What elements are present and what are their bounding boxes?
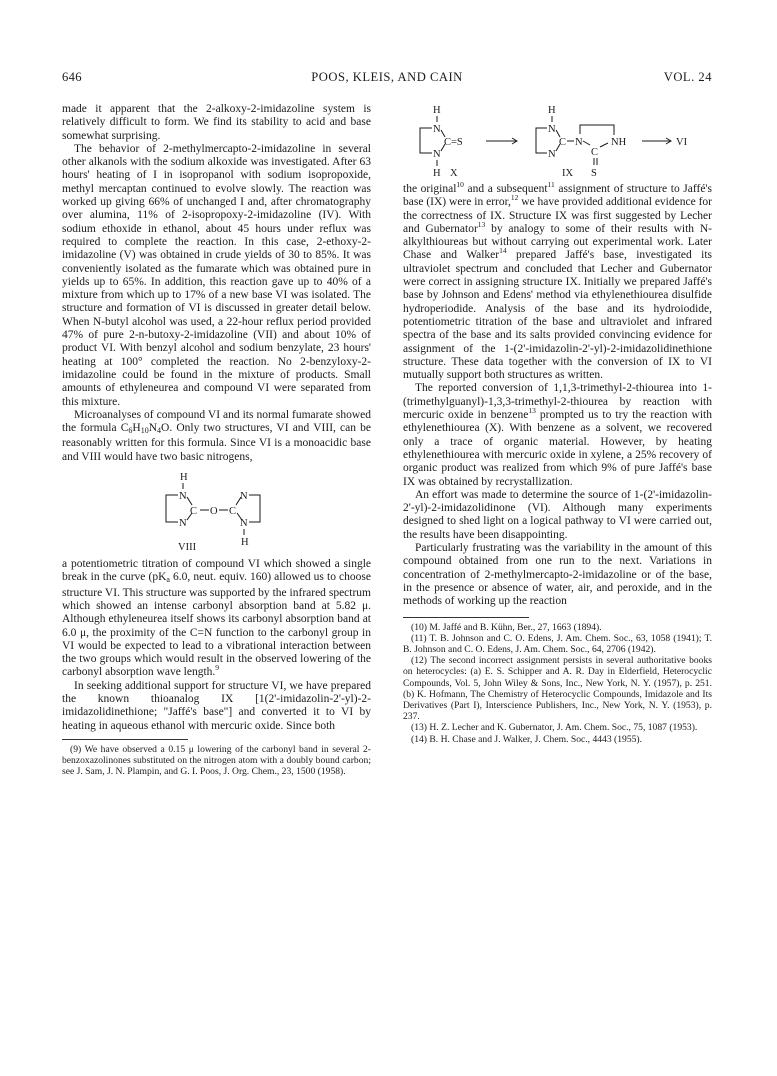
- running-header: [62, 70, 712, 86]
- footnote-9: (9) We have observed a 0.15 μ lowering of the carbonyl band in several 2-benzoxazolinones substituted on the nitrogen atom with a doubly bound carbon; see J. Sam, J. N. Plampin, and G. I. Poos, J. Org. Chem., 23, 1500 (1958).: [62, 743, 371, 778]
- page-number: 646: [62, 70, 82, 84]
- svg-text:N: N: [239, 491, 248, 503]
- left-column: [62, 103, 371, 777]
- svg-text:H: H: [179, 472, 188, 484]
- svg-text:N: N: [547, 124, 556, 135]
- svg-text:N: N: [547, 149, 556, 160]
- svg-text:C: C: [590, 147, 598, 158]
- svg-text:N: N: [574, 137, 583, 148]
- paragraph: The behavior of 2-methylmercapto-2-imidazoline in several other alkanols with the sodium alkoxide was investigated. After 63 hours' heating of I in isopropanol with sodium isopropoxide, methyl mercaptan continued to evolve slowly. The reaction was worked up giving 66% of unchanged I and, after chromatography over alumina, 11% of 2-isopropoxy-2-imidazoline (IV). With sodium ethoxide in ethanol, about 45 hours under reflux was required to complete the reaction. In this case, 2-ethoxy-2-imidazoline (V) was obtained in crude yields of 30 to 85%. It was conveniently isolated as the fumarate which was obtained pure in yields up to 65%. In addition, this reaction gave up to 40% of a mixture from which up to 17% of a new base VI was isolated. The structure and formation of VI is discussed in greater detail below. When N-butyl alcohol was used, a 22-hour reflux period provided 47% of pure 2-n-butoxy-2-imidazoline (VII) and about 10% of product VI. With benzyl alcohol and sodium benzylate, 23 hours' heating at 100° completed the reaction. No 2-benzyloxy-2-imidazoline could be found in the mixture of products. Small amounts of ethyleneurea and compound VI were separated from this mixture.: [62, 142, 371, 408]
- svg-text:H: H: [240, 537, 249, 549]
- svg-text:H: H: [547, 105, 556, 116]
- paragraph: the original$^{10}$ and a subsequent$^{11}$ assignment of structure to Jaffé's base (IX) were in error,$^{12}$ we have provided additional evidence for the correctness of IX. Structure IX was first suggested by Lecher and Gubernator$^{13}$ by analogy to some of their results with N-alkylthioureas but without carrying out experimental work. Later Chase and Walker$^{14}$ prepared Jaffé's base, investigated its ultraviolet spectrum and concluded that Lecher and Gubernator were correct in assigning structure IX. Initially we prepared Jaffé's base by Johnson and Edens' method via ethylenethiourea disulfide hydroperiodide. Analysis of the base and its hydroiodide, potentiometric titration of the base and ultraviolet and infrared spectra of the base and its salts provided convincing evidence for assignment of the 1-(2'-imidazolin-2'-yl)-2-imidazolidinethione structure. These data together with the conversion of IX to VI mutually support both structures as written.: [403, 180, 712, 382]
- paragraph-formula: Microanalyses of compound VI and its normal fumarate showed the formula $C_6H_{10}N_4O$. Only two structures, VI and VIII, can be reasonably written for this formula. Since VI is a monoacidic base and VIII would have two basic nitrogens,: [62, 408, 372, 463]
- structure-viii: [152, 470, 282, 552]
- svg-text:H: H: [432, 168, 441, 179]
- svg-text:H: H: [432, 105, 441, 116]
- footnote-14: (14) B. H. Chase and J. Walker, J. Chem. Soc., 4443 (1955).: [411, 733, 643, 745]
- paragraph: made it apparent that the 2-alkoxy-2-imidazoline system is relatively difficult to form. We find its stability to acid and base somewhat surprising.: [62, 103, 371, 142]
- footnote-10: (10) M. Jaffé and B. Kühn, Ber., 27, 1663 (1894).: [411, 621, 602, 633]
- right-column: [403, 103, 712, 745]
- paragraph: In seeking additional support for structure VI, we have prepared the known thioanalog IX [1(2'-imidazolin-2'-yl)-2-imidazolidinethione; "Jaffé's base"] and converted it to VI by heating in aqueous ethanol with mercuric oxide. Since both: [62, 679, 371, 732]
- svg-text:N: N: [239, 518, 248, 530]
- svg-text:N: N: [178, 491, 187, 503]
- svg-text:C: C: [228, 506, 236, 518]
- volume-label: VOL. 24: [663, 70, 712, 84]
- svg-text:C: C: [558, 137, 566, 148]
- svg-text:N: N: [432, 149, 441, 160]
- footnote-11: (11) T. B. Johnson and C. O. Edens, J. Am. Chem. Soc., 63, 1058 (1941); T. B. Johnson and C. O. Edens, J. Am. Chem. Soc., 64, 2706 (1942).: [403, 632, 712, 655]
- footnote-12: (12) The second incorrect assignment persists in several authoritative books on heterocycles: (a) E. S. Schipper and A. R. Day in Elderfield, Heterocyclic Compounds, Vol. 5, John Wiley & Sons, Inc., New York, N. Y. (1957), p. 251. (b) K. Hofmann, The Chemistry of Heterocyclic Compounds, Imidazole and Its Derivatives (Part I), Interscience Publishers, Inc., New York, N. Y. (1953), p. 237.: [403, 655, 712, 723]
- compound-label-ix: IX: [561, 168, 573, 179]
- svg-text:NH: NH: [610, 137, 626, 148]
- paragraph: The reported conversion of 1,1,3-trimethyl-2-thiourea into 1-(trimethylguanyl)-1,3,3-trimethyl-2-thiourea by reaction with mercuric oxide in benzene$^{13}$ prompted us to try the reaction with ethylenethiourea (X). With benzene as a solvent, we recovered only a trace of organic material. However, by heating ethylenethiourea with mercuric oxide in xylene, a 25% recovery of organic product was realized from which 9% of pure Jaffé's base IX was obtained by recrystallization.: [403, 382, 713, 488]
- footnote-13: (13) H. Z. Lecher and K. Gubernator, J. Am. Chem. Soc., 75, 1087 (1953).: [411, 722, 698, 734]
- footnote-rule: [403, 617, 529, 618]
- svg-text:C=S: C=S: [443, 137, 463, 148]
- svg-text:C: C: [189, 506, 197, 518]
- svg-text:S: S: [590, 168, 597, 179]
- svg-text:O: O: [209, 506, 218, 518]
- svg-text:N: N: [432, 124, 441, 135]
- paragraph: Particularly frustrating was the variability in the amount of this compound obtained from one run to the next. Variations in concentration of 2-methylmercapto-2-imidazoline or of the base, in the presence or absence of water, air, and peroxide, and in the methods of working up the reaction: [403, 542, 712, 608]
- reaction-scheme-x-ix-vi: [408, 103, 708, 179]
- svg-text:N: N: [178, 518, 187, 530]
- running-head-authors: POOS, KLEIS, AND CAIN: [311, 70, 463, 84]
- compound-label-x: X: [449, 168, 458, 179]
- paragraph: a potentiometric titration of compound VI which showed a single break in the curve ($pK_a$ 6.0, neut. equiv. 160) allowed us to choose structure VI. This structure was supported by the infrared spectrum which showed an intense carbonyl absorption band at 5.82 μ. Although ethyleneurea itself shows its carbonyl absorption band at 6.0 μ, the proximity of the C=N function to the carbonyl group in VI would be expected to lead to a vibrational interaction between the two groups which would result in the observed lowering of the carbonyl absorption wave length.$^9$: [62, 558, 371, 679]
- compound-label-vi: VI: [675, 137, 687, 148]
- compound-label-viii: VIII: [177, 542, 196, 553]
- paragraph: An effort was made to determine the source of 1-(2'-imidazolin-2'-yl)-2-imidazolidinone (VI). Although many experiments designed to shed light on a logical pathway to VI were carried out, the results have been disappointing.: [403, 488, 712, 541]
- footnote-rule: [62, 739, 188, 740]
